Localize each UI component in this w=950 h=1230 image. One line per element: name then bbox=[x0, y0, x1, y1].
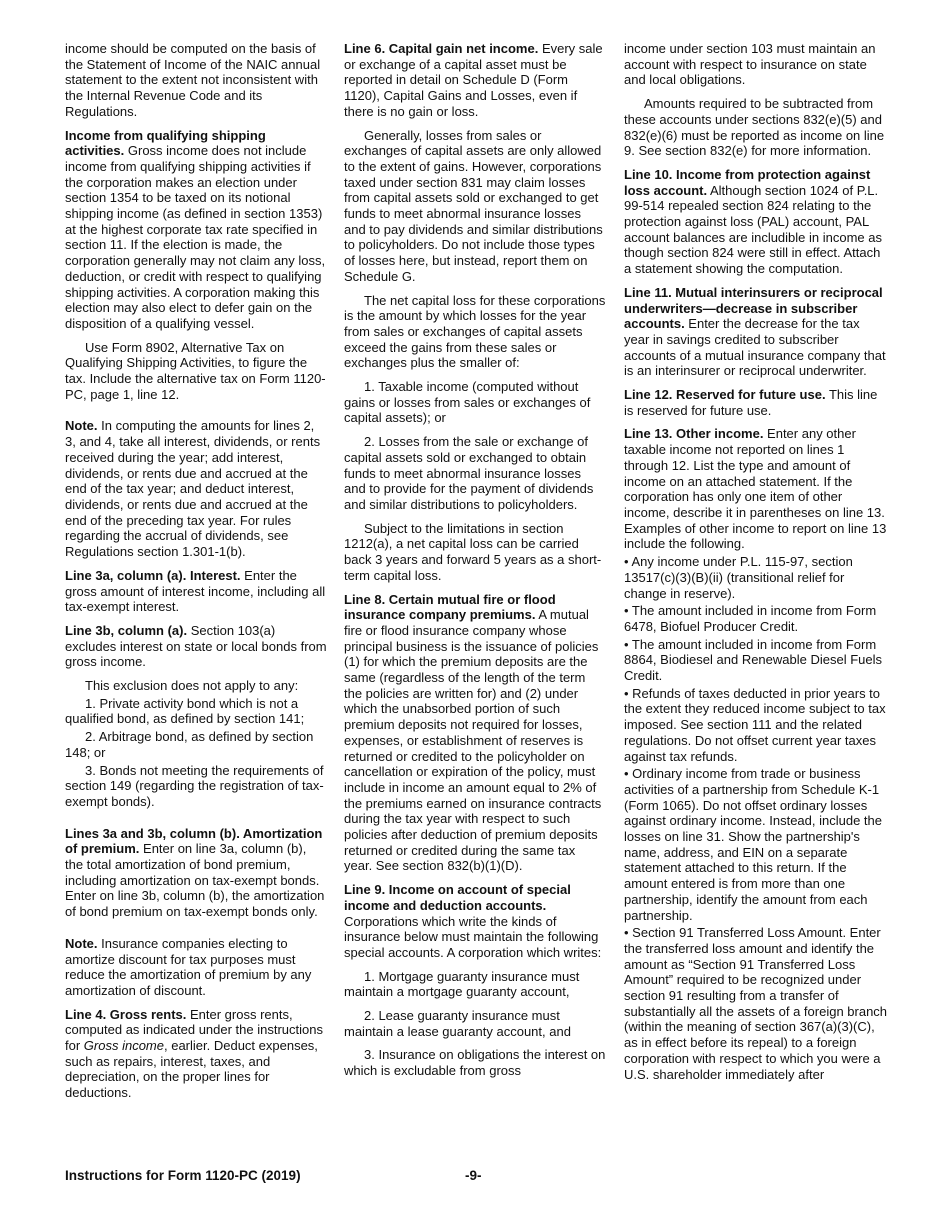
paragraph: This exclusion does not apply to any: bbox=[85, 678, 299, 694]
paragraph: Use Form 8902, Alternative Tax on Qualifying Shipping Activities, to figure the tax. Include the alternative tax on Form 1120-PC, page 1, line 12. bbox=[65, 339, 326, 402]
section-text: Enter any other taxable income not reported on lines 1 through 12. List the type and amount of income on an attached statement. If the corporation has only one item of other income, describe it in parentheses on line 13. Examples of other income to report on line 13 include the following. bbox=[624, 426, 887, 552]
note bbox=[65, 936, 327, 999]
bullet-item: • Ordinary income from trade or business activities of a partnership from Schedule K-1 (Form 1065). Do not offset ordinary losses against ordinary income. Instead, include the losses on line 31. Show the partnership's name, address, and EIN on a separate statement attached to this return. If the amount entered is from more than one partnership, identify the amount from each partnership. bbox=[624, 766, 882, 923]
list-item: 3. Insurance on obligations the interest on which is excludable from gross bbox=[344, 1047, 606, 1079]
section-line11 bbox=[624, 285, 888, 379]
section-text: Corporations which write the kinds of insurance below must maintain the following special accounts. A corporation which writes: bbox=[344, 913, 602, 960]
paragraph: The net capital loss for these corporations is the amount by which losses for the year from sales or exchanges of capital assets exceed the gains from these sales or exchanges plus the smaller of: bbox=[344, 292, 606, 371]
section-amortization bbox=[65, 826, 327, 920]
list-item: 2. Arbitrage bond, as defined by section 148; or bbox=[65, 729, 314, 760]
page-number: -9- bbox=[465, 1168, 482, 1183]
section-text: , earlier. Deduct expenses, such as repairs, interest, taxes, and depreciation, on the proper lines for deductions. bbox=[65, 1038, 318, 1101]
bullet-item: • The amount included in income from Form 6478, Biofuel Producer Credit. bbox=[624, 603, 877, 634]
footer-title: Instructions for Form 1120-PC (2019) bbox=[65, 1168, 301, 1183]
section-text: Section 103(a) excludes interest on state or local bonds from gross income. bbox=[65, 622, 327, 670]
column-right bbox=[624, 41, 888, 1084]
list-item: 1. Mortgage guaranty insurance must maintain a mortgage guaranty account, bbox=[344, 968, 580, 1000]
list-item: 3. Bonds not meeting the requirements of section 149 (regarding the registration of tax-exempt bonds). bbox=[65, 762, 324, 809]
column-middle bbox=[344, 41, 606, 1087]
section-heading: Line 3a, column (a). Interest. bbox=[65, 567, 241, 583]
section-text: Although section 1024 of P.L. 99-514 repealed section 824 relating to the protection against loss (PAL) account, PAL account balances are includible in income as though section 824 were still in effect. Attach a statement showing the computation. bbox=[624, 182, 882, 277]
paragraph: income should be computed on the basis of the Statement of Income of the NAIC annual statement to the extent not inconsistent with the Internal Revenue Code and its Regulations. bbox=[65, 41, 321, 119]
section-text: Every sale or exchange of a capital asset must be reported in detail on Schedule D (Form 1120), Capital Gains and Losses, even if there is no gain or loss. bbox=[344, 41, 603, 119]
section-line9 bbox=[344, 882, 606, 961]
section-text: Enter the gross amount of interest income, including all tax-exempt interest. bbox=[65, 567, 326, 615]
section-shipping bbox=[65, 128, 327, 332]
section-line12 bbox=[624, 387, 888, 418]
section-heading: Line 6. Capital gain net income. bbox=[344, 41, 539, 56]
note-label: Note. bbox=[65, 935, 98, 951]
column-left bbox=[65, 41, 327, 1109]
section-heading: Line 12. Reserved for future use. bbox=[624, 387, 826, 403]
section-heading: Line 13. Other income. bbox=[624, 426, 764, 442]
list-item: 2. Losses from the sale or exchange of capital assets sold or exchanged to obtain funds to meet abnormal insurance losses and to provide for the payment of dividends and similar distributions to policyholders. bbox=[344, 434, 594, 512]
section-heading: Income from qualifying shipping activities. bbox=[65, 127, 266, 159]
list-item: 2. Lease guaranty insurance must maintain a lease guaranty account, and bbox=[344, 1008, 571, 1039]
note-text: Insurance companies electing to amortize discount for tax purposes must reduce the amortization of premium by any amortization of discount. bbox=[65, 935, 312, 998]
section-text: Enter gross rents, computed as indicated under the instructions for bbox=[65, 1006, 323, 1054]
section-text: Gross income does not include income from qualifying shipping activities if the corporation makes an election under section 1354 to be taxed on its notional shipping income (as defined in section 1353) at the highest corporate tax rate specified in section 11. If the election is made, the corporation generally may not claim any loss, deduction, or credit with respect to qualifying shipping activities. A corporation making this election may also elect to defer gain on the disposition of a qualifying vessel. bbox=[65, 143, 326, 331]
section-text-italic: Gross income bbox=[83, 1038, 164, 1054]
section-text: Enter the decrease for the tax year in savings credited to subscriber accounts of a mutual insurance company that is an interinsurer or reciprocal underwriter. bbox=[624, 316, 886, 379]
section-line4 bbox=[65, 1007, 327, 1101]
list-item: 1. Private activity bond which is not a qualified bond, as defined by section 141; bbox=[65, 695, 305, 727]
section-heading: Line 4. Gross rents. bbox=[65, 1006, 187, 1022]
section-heading: Line 9. Income on account of special income and deduction accounts. bbox=[344, 882, 571, 913]
section-heading: Lines 3a and 3b, column (b). Amortization of premium. bbox=[65, 825, 323, 857]
section-text: This line is reserved for future use. bbox=[624, 387, 878, 418]
note-label: Note. bbox=[65, 418, 98, 434]
section-line3b bbox=[65, 623, 327, 670]
note bbox=[65, 418, 327, 559]
section-line6 bbox=[344, 41, 606, 120]
note-text: In computing the amounts for lines 2, 3, and 4, take all interest, dividends, or rents received during the year; add interest, dividends, or rents due and accrued at the end of the tax year; and deduct interest, dividends, or rents due and accrued at the end of the preceding tax year. For rules regarding the accrual of dividends, see Regulations section 1.301-1(b). bbox=[65, 418, 321, 560]
section-heading: Line 10. Income from protection against loss account. bbox=[624, 166, 871, 198]
section-line10 bbox=[624, 167, 888, 277]
bullet-item: • The amount included in income from Form 8864, Biodiesel and Renewable Diesel Fuels Credit. bbox=[624, 636, 882, 684]
paragraph: income under section 103 must maintain an account with respect to insurance on state and local obligations. bbox=[624, 41, 876, 88]
section-heading: Line 3b, column (a). bbox=[65, 622, 188, 638]
section-heading: Line 11. Mutual interinsurers or reciprocal underwriters—decrease in subscriber accounts. bbox=[624, 284, 883, 332]
paragraph: Amounts required to be subtracted from these accounts under sections 832(e)(5) and 832(e)(6) must be reported as income on line 9. See section 832(e) for more information. bbox=[624, 96, 885, 159]
section-heading: Line 8. Certain mutual fire or flood insurance company premiums. bbox=[344, 591, 556, 623]
section-line13 bbox=[624, 426, 888, 552]
bullet-item: • Any income under P.L. 115-97, section 13517(c)(3)(B)(ii) (transitional relief for change in reserve). bbox=[624, 554, 853, 601]
section-line3a bbox=[65, 568, 327, 615]
section-text: A mutual fire or flood insurance company whose principal business is the issuance of policies (1) for which the premium deposits are the same (regardless of the length of the term the policies are written for) and (2) under which the unabsorbed portion of such premium deposits not required for losses, expenses, or establishment of reserves is returned or credited to the policyholder on cancellation or expiration of the policy, must include in income an amount equal to 2% of the premiums earned on insurance contracts during the tax year with respect to such policies after deduction of premium deposits returned or credited during the same tax year. See section 832(b)(1)(D). bbox=[344, 607, 602, 874]
bullet-item: • Refunds of taxes deducted in prior years to the extent they reduced income subject to tax imposed. See section 111 and the related regulations. Do not offset current year taxes against tax refunds. bbox=[624, 685, 886, 764]
paragraph: Subject to the limitations in section 1212(a), a net capital loss can be carried back 3 years and forward 5 years as a short-term capital loss. bbox=[344, 520, 602, 583]
paragraph: Generally, losses from sales or exchanges of capital assets are only allowed to the extent of gains. However, corporations taxed under section 831 may claim losses from capital assets sold or exchanged to get funds to meet abnormal insurance losses and to pay dividends and similar distributions to policyholders. Do not include those types of losses here, but instead, report them on Schedule G. bbox=[344, 127, 603, 284]
section-line8 bbox=[344, 592, 606, 875]
list-item: 1. Taxable income (computed without gains or losses from sales or exchanges of capital assets); or bbox=[344, 379, 591, 426]
bullet-item: • Section 91 Transferred Loss Amount. Enter the transferred loss amount and identify the amount as “Section 91 Transferred Loss Amount” required to be recognized under section 91 resulting from a transfer of substantially all the assets of a foreign branch (within the meaning of section 367(a)(3)(C), as in effect before its repeal) to a foreign corporation with respect to which you were a U.S. shareholder immediately after bbox=[624, 925, 888, 1082]
section-text: Enter on line 3a, column (b), the total amortization of bond premium, including amortization on tax-exempt bonds. Enter on line 3b, column (b), the amortization of bond premium on tax-exempt bonds only. bbox=[65, 841, 325, 920]
